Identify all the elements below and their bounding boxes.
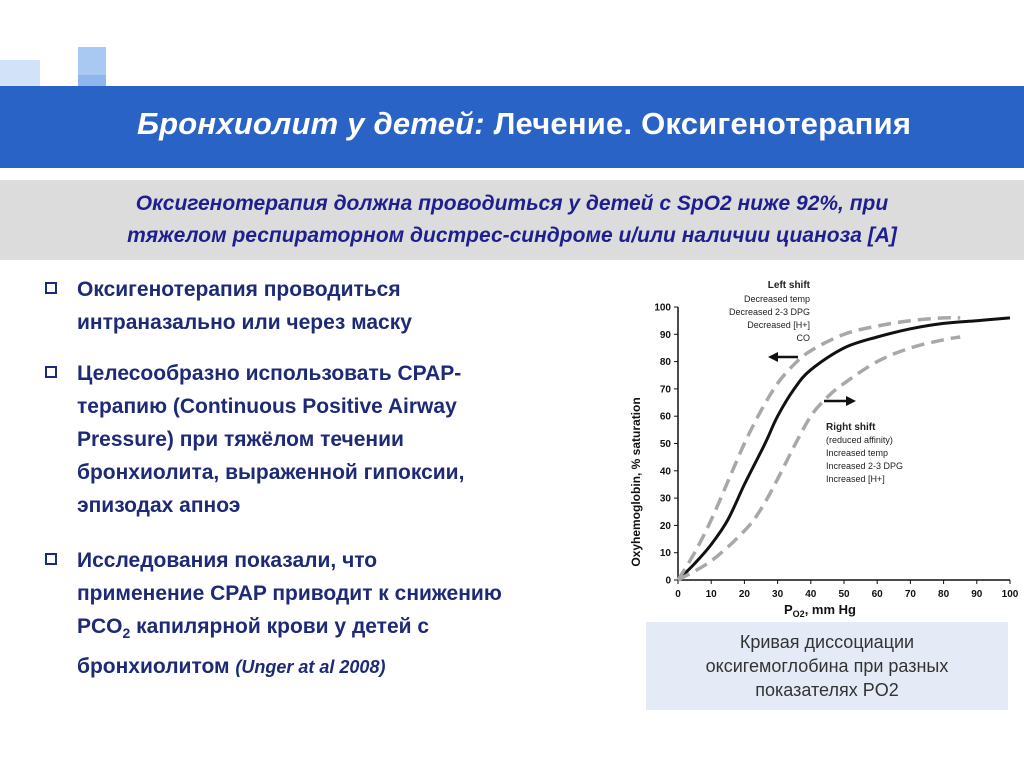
left-shift-item: Decreased 2-3 DPG xyxy=(728,307,810,317)
x-tick-label: 40 xyxy=(805,589,817,600)
right-shift-item: Increased 2-3 DPG xyxy=(826,461,904,471)
series-line-right-shift xyxy=(678,337,960,580)
bullet-3-line-3 xyxy=(77,610,637,650)
bullet-2-line-5: эпизодах апноэ xyxy=(77,494,241,517)
left-shift-annotation xyxy=(729,280,811,343)
y-tick-label: 50 xyxy=(659,439,671,450)
pco-text: PCO xyxy=(77,615,123,638)
y-tick-label: 100 xyxy=(654,302,671,314)
y-tick-label: 70 xyxy=(659,384,671,396)
x-axis-label xyxy=(784,602,856,619)
right-shift-item: (reduced affinity) xyxy=(826,435,893,445)
y-tick-label: 10 xyxy=(659,548,671,560)
x-tick-label: 80 xyxy=(938,589,950,600)
oxyhemoglobin-dissociation-chart xyxy=(620,270,1020,620)
x-tick-label: 20 xyxy=(738,589,750,600)
title-italic: Бронхиолит у детей: xyxy=(137,106,485,141)
right-shift-item: Increased temp xyxy=(826,448,889,458)
bullet-2-line-3: Pressure) при тяжёлом течении xyxy=(77,428,404,451)
bullet-3 xyxy=(45,544,637,684)
left-shift-title: Left shift xyxy=(767,280,810,291)
bullet-2-line-2: терапию (Continuous Positive Airway xyxy=(77,395,457,418)
x-tick-label: 10 xyxy=(705,589,717,600)
decor-square-1 xyxy=(78,47,106,75)
title-rest: Лечение. Оксигенотерапия xyxy=(484,106,912,141)
page-title xyxy=(137,106,911,142)
right-shift-item: Increased [H+] xyxy=(826,474,885,484)
caption-line-1: Кривая диссоциации xyxy=(739,632,915,652)
chart-caption xyxy=(646,630,1008,702)
recommendation-line-1: Оксигенотерапия должна проводиться у детей с SpO2 ниже 92%, при xyxy=(135,192,889,215)
recommendation-line-2: тяжелом респираторном дистрес-синдроме и/или наличии цианоза [А] xyxy=(127,224,897,247)
right-shift-annotation xyxy=(826,422,903,484)
series-line-left-shift xyxy=(678,318,960,580)
x-tick-label: 30 xyxy=(772,589,784,600)
left-shift-item: Decreased [H+] xyxy=(747,320,810,330)
x-label-main: P xyxy=(784,602,793,617)
x-tick-label: 70 xyxy=(904,589,916,600)
y-axis-ticks xyxy=(654,303,678,587)
recommendation-text xyxy=(0,188,1024,252)
bullet-2-line-4: бронхиолита, выраженной гипоксии, xyxy=(77,461,465,484)
y-tick-label: 20 xyxy=(659,520,671,532)
citation: (Unger at al 2008) xyxy=(235,657,386,678)
x-tick-label: 100 xyxy=(1001,589,1019,600)
y-axis-label: Oxyhemoglobin, % saturation xyxy=(629,397,643,567)
y-tick-label: 80 xyxy=(659,357,671,369)
checkbox-bullet-icon xyxy=(45,282,57,294)
bullet-3-line-3-rest: капилярной крови у детей с xyxy=(130,615,430,638)
bullet-3-line-2: применение CPAP приводит к снижению xyxy=(77,582,502,605)
x-label-rest: , mm Hg xyxy=(804,602,856,617)
x-axis-ticks xyxy=(675,580,1019,600)
left-shift-item: Decreased temp xyxy=(743,294,810,304)
y-tick-label: 40 xyxy=(659,466,671,478)
checkbox-bullet-icon xyxy=(45,553,57,565)
caption-line-2: оксигемоглобина при разных xyxy=(705,656,949,676)
x-tick-label: 60 xyxy=(871,589,883,600)
bullet-3-line-1: Исследования показали, что xyxy=(77,549,378,572)
left-arrow-icon xyxy=(768,352,798,362)
y-tick-label: 30 xyxy=(659,493,671,505)
left-shift-item: CO xyxy=(796,333,810,343)
bullet-2 xyxy=(45,357,637,522)
bullet-1-line-2: интраназально или через маску xyxy=(77,311,412,334)
bullet-1-line-1: Оксигенотерапия проводиться xyxy=(77,278,401,301)
x-tick-label: 50 xyxy=(838,589,850,600)
right-shift-title: Right shift xyxy=(826,422,876,433)
caption-line-3: показателях PO2 xyxy=(755,680,899,700)
y-tick-label: 60 xyxy=(659,411,671,423)
pco-subscript: 2 xyxy=(122,625,131,642)
bullet-3-line-4-text: бронхиолитом xyxy=(77,655,236,679)
x-label-sub: O2 xyxy=(792,609,805,619)
x-tick-label: 0 xyxy=(675,589,681,600)
y-tick-label: 90 xyxy=(659,329,671,341)
y-tick-label: 0 xyxy=(665,575,671,587)
bullet-3-line-4 xyxy=(77,650,637,684)
bullet-1 xyxy=(45,273,637,339)
bullet-2-line-1: Целесообразно использовать CPAP- xyxy=(77,362,462,385)
checkbox-bullet-icon xyxy=(45,366,57,378)
x-tick-label: 90 xyxy=(971,589,983,600)
